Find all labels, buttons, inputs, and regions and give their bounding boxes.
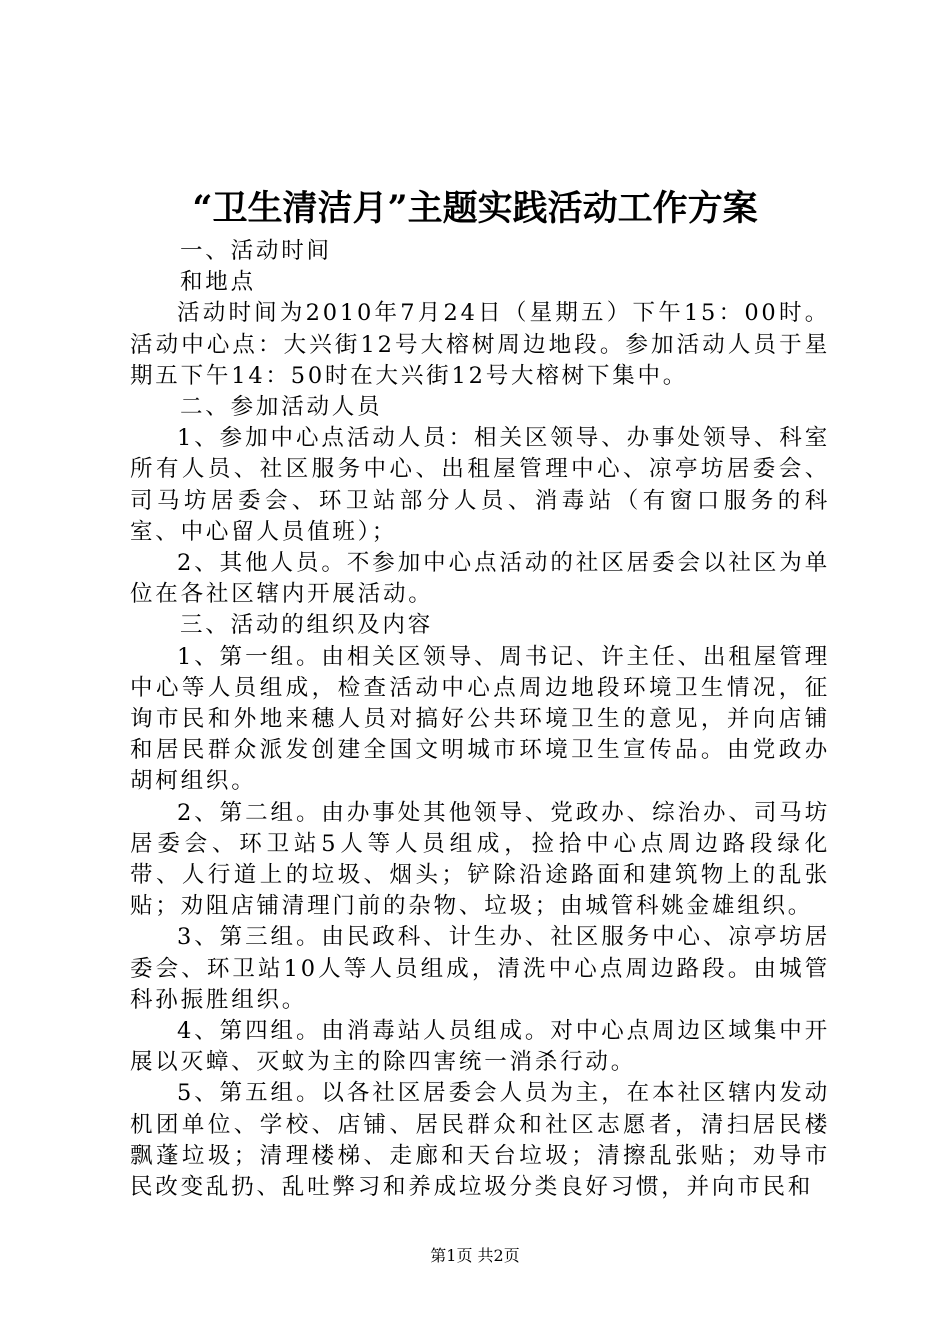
page-footer: 第1页 共2页: [430, 1246, 520, 1265]
paragraph-participants-other: 2、其他人员。不参加中心点活动的社区居委会以社区为单位在各社区辖内开展活动。: [130, 550, 830, 608]
paragraph-group-one: 1、第一组。由相关区领导、周书记、许主任、出租屋管理中心等人员组成，检查活动中心点周边地段环境卫生情况，征询市民和外地来穗人员对搞好公共环境卫生的意见，并向店铺和居民群众派发创建全国文明城市环境卫生宣传品。由党政办胡柯组织。: [130, 643, 830, 795]
section-heading-place: 和地点: [180, 269, 256, 296]
paragraph-group-three: 3、第三组。由民政科、计生办、社区服务中心、凉亭坊居委会、环卫站10人等人员组成，清洗中心点周边路段。由城管科孙振胜组织。: [130, 924, 830, 1013]
section-heading-time: 一、活动时间: [180, 238, 332, 264]
paragraph-group-four: 4、第四组。由消毒站人员组成。对中心点周边区域集中开展以灭蟑、灭蚊为主的除四害统一消杀行动。: [130, 1018, 830, 1076]
paragraph-time-place: 活动时间为2010年7月24日（星期五）下午15：00时。活动中心点：大兴街12号大榕树周边地段。参加活动人员于星期五下午14：50时在大兴街12号大榕树下集中。: [130, 300, 830, 389]
section-heading-participants: 二、参加活动人员: [180, 394, 383, 421]
paragraph-participants-center: 1、参加中心点活动人员：相关区领导、办事处领导、科室所有人员、社区服务中心、出租屋管理中心、凉亭坊居委会、司马坊居委会、环卫站部分人员、消毒站（有窗口服务的科室、中心留人员值班）；: [130, 425, 830, 545]
paragraph-group-two: 2、第二组。由办事处其他领导、党政办、综治办、司马坊居委会、环卫站5人等人员组成，捡拾中心点周边路段绿化带、人行道上的垃圾、烟头；铲除沿途路面和建筑物上的乱张贴；劝阻店铺清理门前的杂物、垃圾；由城管科姚金雄组织。: [130, 799, 830, 920]
document-body: [130, 236, 830, 1203]
document-title: “卫生清洁月”主题实践活动工作方案: [192, 188, 758, 229]
paragraph-group-five: 5、第五组。以各社区居委会人员为主，在本社区辖内发动机团单位、学校、店铺、居民群众和社区志愿者，清扫居民楼飘蓬垃圾；清理楼梯、走廊和天台垃圾；清擦乱张贴；劝导市民改变乱扔、乱吐弊习和养成垃圾分类良好习惯，并向市民和: [130, 1080, 830, 1201]
section-heading-organization: 三、活动的组织及内容: [180, 612, 434, 639]
